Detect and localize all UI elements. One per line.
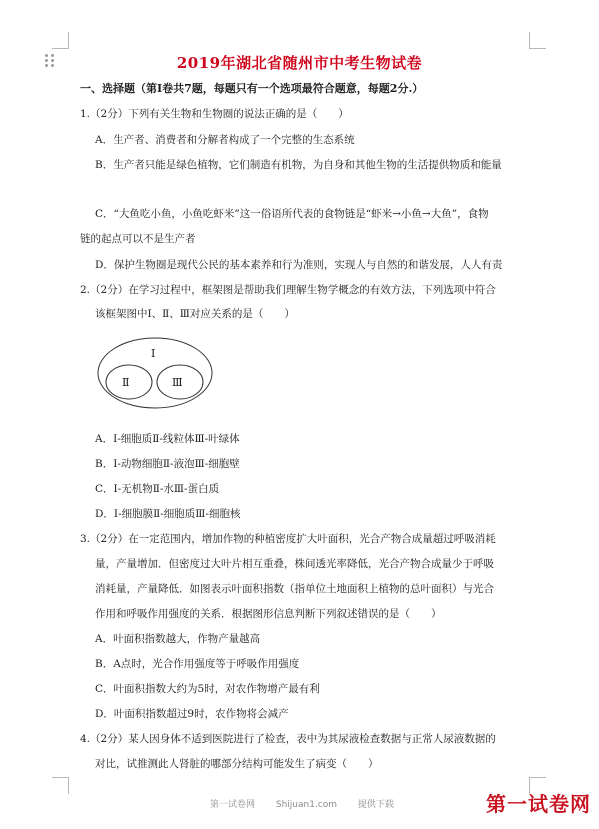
footer-site-url[interactable]: Shijuan1.com [275, 800, 338, 810]
question-4-stem-cont: 对比，试推测此人肾脏的哪部分结构可能发生了病变（ ） [95, 758, 379, 770]
diagram-label-outer: Ⅰ [151, 347, 156, 360]
question-3-stem: 3.（2分）在一定范围内，增加作物的种植密度扩大叶面积，光合产物合成量超过呼吸消耗 [80, 533, 496, 545]
diagram-label-left: Ⅱ [122, 376, 130, 389]
question-1-option-a: A．生产者、消费者和分解者构成了一个完整的生态系统 [95, 134, 355, 146]
diagram-label-right: Ⅲ [172, 376, 183, 389]
question-1-option-c: C．“大鱼吃小鱼，小鱼吃虾米”这一俗语所代表的食物链是“虾米→小鱼→大鱼”，食物 [95, 208, 489, 220]
question-3-option-a: A．叶面积指数越大，作物产量越高 [95, 633, 261, 645]
question-1-stem: 1.（2分）下列有关生物和生物圈的说法正确的是（ ） [80, 108, 349, 120]
question-4-stem: 4.（2分）某人因身体不适到医院进行了检查，表中为其尿液检查数据与正常人尿液数据的 [80, 733, 496, 745]
section-heading: 一、选择题（第Ⅰ卷共7题，每题只有一个选项最符合题意，每题2分.） [80, 82, 424, 95]
question-3-option-b: B．A点时，光合作用强度等于呼吸作用强度 [95, 658, 300, 670]
question-2-stem-cont: 该框架图中Ⅰ、Ⅱ、Ⅲ对应关系的是（ ） [95, 308, 295, 320]
question-3-option-c: C．叶面积指数大约为5时，对农作物增产最有利 [95, 683, 320, 695]
question-3-stem-cont-1: 量，产量增加．但密度过大叶片相互重叠，株间透光率降低，光合产物合成量少于呼吸 [95, 558, 494, 570]
footer-download-note: 提供下载 [357, 800, 394, 810]
question-3-option-d: D．叶面积指数超过9时，农作物将会减产 [95, 708, 289, 720]
question-3-stem-cont-2: 消耗量，产量降低．如图表示叶面积指数（指单位土地面积上植物的总叶面积）与光合 [95, 583, 494, 595]
margin-corner-top-left [52, 32, 69, 49]
question-2-stem: 2.（2分）在学习过程中，框架图是帮助我们理解生物学概念的有效方法，下列选项中符合 [80, 284, 496, 296]
page-title: 2019年湖北省随州市中考生物试卷 [176, 54, 423, 72]
page-footer [210, 797, 412, 810]
question-3-stem-cont-3: 作用和呼吸作用强度的关系．根据图形信息判断下列叙述错误的是（ ） [95, 608, 442, 620]
question-1-option-b: B．生产者只能是绿色植物，它们制造有机物，为自身和其他生物的生活提供物质和能量 [95, 159, 502, 171]
brand-logo: 第一试卷网 [486, 792, 591, 816]
question-2-option-b: B．Ⅰ-动物细胞Ⅱ-液泡Ⅲ-细胞壁 [95, 458, 240, 470]
footer-site-name: 第一试卷网 [210, 800, 256, 810]
question-2-option-a: A．Ⅰ-细胞质Ⅱ-线粒体Ⅲ-叶绿体 [95, 433, 240, 445]
question-2-option-d: D．Ⅰ-细胞膜Ⅱ-细胞质Ⅲ-细胞核 [95, 508, 241, 520]
margin-corner-top-right [529, 32, 546, 49]
question-2-option-c: C．Ⅰ-无机物Ⅱ-水Ⅲ-蛋白质 [95, 483, 220, 495]
question-1-option-c-cont: 链的起点可以不是生产者 [80, 233, 196, 245]
margin-corner-bottom-left [52, 777, 69, 794]
question-1-option-d: D．保护生物圈是现代公民的基本素养和行为准则，实现人与自然的和谐发展，人人有责 [95, 259, 503, 271]
venn-diagram [96, 336, 214, 410]
